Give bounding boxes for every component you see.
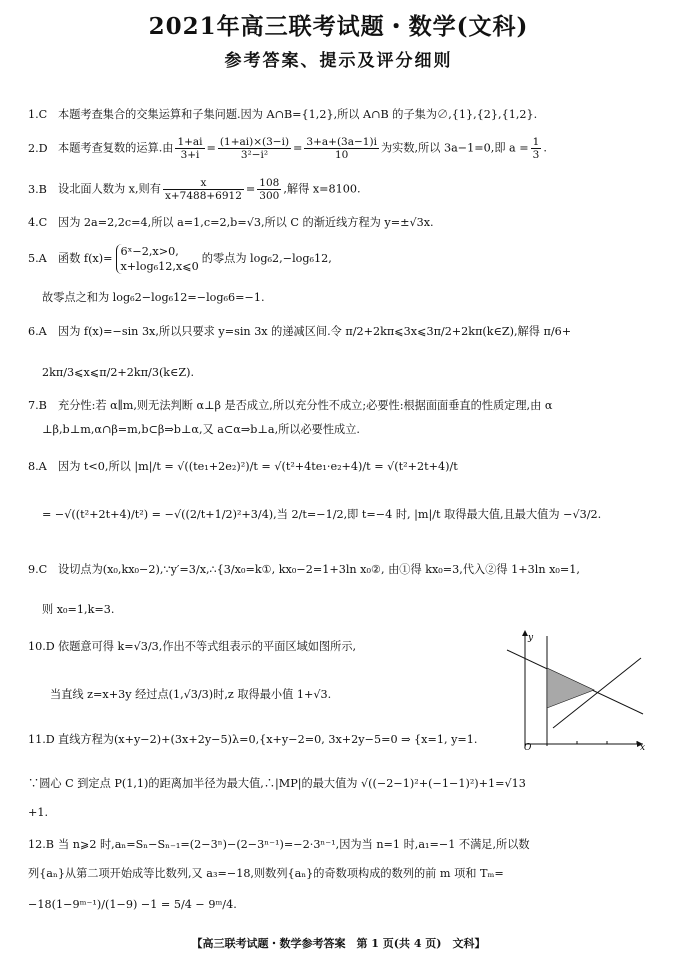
answer-number: 4.C bbox=[28, 216, 48, 229]
answer-12-cont bbox=[28, 867, 504, 881]
answer-10-cont bbox=[50, 688, 331, 702]
fraction: $\frac{3+a+(3a-1)i}{10}$ bbox=[306, 136, 377, 161]
answer-number: 5.A bbox=[28, 252, 47, 265]
answer-text: ⊥β,b⊥m,α∩β=m,b⊂β⇒b⊥α,又 a⊂α⇒b⊥a,所以必要性成立. bbox=[42, 423, 360, 436]
answer-number: 7.B bbox=[28, 399, 47, 412]
answer-number: 1.C bbox=[28, 108, 48, 121]
fraction: $\frac{1+ai}{3+i}$ bbox=[177, 136, 203, 161]
answer-number: 8.A bbox=[28, 460, 47, 473]
answer-text: 函数 f(x)= bbox=[58, 252, 113, 265]
page-title: 2021年高三联考试题・数学(文科) bbox=[148, 13, 529, 40]
answer-text: 2kπ/3⩽x⩽π/2+2kπ/3(k∈Z). bbox=[42, 366, 195, 379]
answer-12-cont2 bbox=[28, 898, 237, 912]
answer-text: 依题意可得 k=√3/3,作出不等式组表示的平面区域如图所示, bbox=[58, 640, 357, 653]
answer-text: −18(1−9ᵐ⁻¹)/(1−9) −1 = 5/4 − 9ᵐ/4. bbox=[28, 898, 237, 911]
answer-text: 因为 2a=2,2c=4,所以 a=1,c=2,b=√3,所以 C 的渐近线方程为 y=±√3x. bbox=[58, 216, 434, 229]
fraction: $\frac{(1+ai)\times(3-i)}{\text{3²−i²}}$ bbox=[219, 136, 290, 161]
answer-11-cont2 bbox=[28, 806, 48, 820]
fraction: $\frac{1}{3}$ bbox=[532, 136, 540, 161]
answer-text: 的零点为 log₆2,−log₆12, bbox=[201, 252, 332, 265]
x-axis-label: x bbox=[640, 743, 646, 753]
answer-6 bbox=[28, 325, 571, 339]
answer-text: 直线方程为(x+y−2)+(3x+2y−5)λ=0,{x+y−2=0, 3x+2y−5=0 ⇒ {x=1, y=1. bbox=[58, 733, 478, 746]
answer-5 bbox=[28, 244, 332, 274]
answer-7 bbox=[28, 399, 552, 413]
answer-text: 当 n⩾2 时,aₙ=Sₙ−Sₙ₋₁=(2−3ⁿ)−(2−3ⁿ⁻¹)=−2·3ⁿ⁻¹,因为当 n=1 时,a₁=−1 不满足,所以数 bbox=[58, 838, 530, 851]
piecewise-brace: 6ˣ−2,x>0, x+log₆12,x⩽0 bbox=[116, 244, 199, 274]
answer-11-cont bbox=[28, 777, 526, 791]
answer-number: 12.B bbox=[28, 838, 55, 851]
answer-8 bbox=[28, 460, 458, 474]
answer-1 bbox=[28, 108, 537, 122]
fraction: $\frac{108}{300}$ bbox=[259, 177, 280, 202]
answer-number: 9.C bbox=[28, 563, 48, 576]
answer-text: 充分性:若 α∥m,则无法判断 α⊥β 是否成立,所以充分性不成立;必要性:根据面面垂直的性质定理,由 α bbox=[58, 399, 553, 412]
answer-text: 设北面人数为 x,则有 bbox=[58, 182, 161, 196]
answer-12 bbox=[28, 838, 530, 852]
answer-10 bbox=[28, 640, 356, 654]
answer-text: ∵圆心 C 到定点 P(1,1)的距离加半径为最大值,∴|MP|的最大值为 √((−2−1)²+(−1−1)²)+1=√13 bbox=[28, 777, 526, 790]
fraction: $\frac{x}{x+7488+6912}$ bbox=[164, 177, 242, 202]
page-subtitle: 参考答案、提示及评分细则 bbox=[224, 51, 453, 71]
answer-text: 本题考查复数的运算.由 bbox=[58, 141, 174, 155]
answer-text: 因为 t<0,所以 |m|/t = √((te₁+2e₂)²)/t = √(t²+4te₁·e₂+4)/t = √(t²+2t+4)/t bbox=[58, 460, 458, 473]
answer-5-cont bbox=[42, 291, 265, 305]
feasible-region-graph bbox=[503, 628, 653, 753]
y-axis-label: y bbox=[528, 633, 534, 643]
answer-text: 为实数,所以 3a−1=0,即 a = bbox=[380, 141, 529, 155]
answer-4 bbox=[28, 216, 434, 230]
answer-text: 故零点之和为 log₆2−log₆12=−log₆6=−1. bbox=[42, 291, 265, 304]
answer-number: 3.B bbox=[28, 182, 47, 196]
answer-text: 当直线 z=x+3y 经过点(1,√3/3)时,z 取得最小值 1+√3. bbox=[50, 688, 332, 701]
answer-text: 则 x₀=1,k=3. bbox=[42, 603, 115, 616]
answer-6-cont bbox=[42, 366, 194, 380]
answer-text: ,解得 x=8100. bbox=[283, 182, 361, 196]
answer-11 bbox=[28, 733, 477, 747]
origin-label: O bbox=[524, 743, 532, 753]
answer-3: 3.B 设北面人数为 x,则有 $\frac{x}{x+7488+6912}$ = $\frac{108}{300}$ ,解得 x=8100. bbox=[28, 177, 361, 202]
page-footer: 【高三联考试题・数学参考答案 第 1 页(共 4 页) 文科】 bbox=[191, 937, 486, 950]
answer-text: 列{aₙ}从第二项开始成等比数列,又 a₃=−18,则数列{aₙ}的奇数项构成的数列的前 m 项和 Tₘ= bbox=[28, 867, 504, 880]
answer-9 bbox=[28, 563, 580, 577]
answer-text: 因为 f(x)=−sin 3x,所以只要求 y=sin 3x 的递减区间.令 π/2+2kπ⩽3x⩽3π/2+2kπ(k∈Z),解得 π/6+ bbox=[58, 325, 572, 338]
answer-text: = −√((t²+2t+4)/t²) = −√((2/t+1/2)²+3/4),当 2/t=−1/2,即 t=−4 时, |m|/t 取得最大值,且最大值为 −√3/2. bbox=[42, 508, 602, 521]
answer-text: 设切点为(x₀,kx₀−2),∵y′=3/x,∴{3/x₀=k①, kx₀−2=1+3ln x₀②, 由①得 kx₀=3,代入②得 1+3ln x₀=1, bbox=[58, 563, 580, 576]
answer-9-cont bbox=[42, 603, 114, 617]
answer-7-cont bbox=[42, 423, 360, 437]
feasible-region bbox=[547, 668, 594, 708]
answer-text: 本题考查集合的交集运算和子集问题.因为 A∩B={1,2},所以 A∩B 的子集为∅,{1},{2},{1,2}. bbox=[58, 108, 538, 121]
answer-number: 2.D bbox=[28, 141, 48, 155]
answer-8-cont bbox=[42, 508, 601, 522]
answer-number: 6.A bbox=[28, 325, 47, 338]
answer-number: 11.D bbox=[28, 733, 55, 746]
answer-number: 10.D bbox=[28, 640, 55, 653]
answer-2: 2.D 本题考查复数的运算.由 $\frac{1+ai}{3+i}$ = $\frac{(1+ai)\times(3-i)}{\text{3²−i²}}$ = $\frac{3+a+(3a-1)i}{10}$ 为实数,所以 3a−1=0,即 a = $\frac{1}{3}$ . bbox=[28, 136, 547, 161]
answer-text: +1. bbox=[28, 806, 49, 819]
